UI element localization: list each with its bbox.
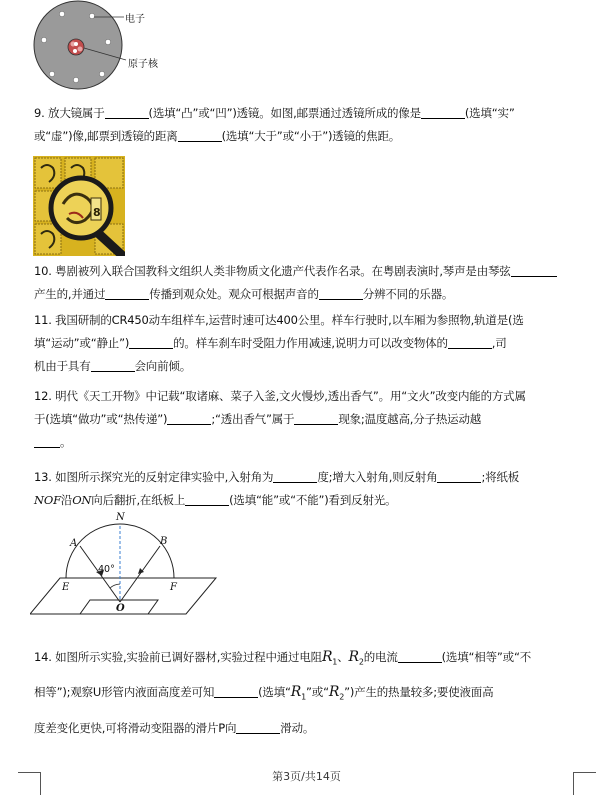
q13-text: 13. 如图所示探究光的反射定律实验中,入射角为	[34, 470, 274, 484]
electron-label: 电子	[125, 14, 145, 25]
r1-symbol: R	[321, 649, 333, 665]
q14-text: 相等”);观察U形管内液面高度差可知	[34, 685, 215, 700]
q10-text: 分辨不同的乐器。	[362, 287, 454, 301]
q11-text: 11. 我国研制的CR450动车组样车,运营时速可达400公里。样车行驶时,以车厢为参照物,轨道是(选	[34, 313, 524, 327]
q9-blank-1[interactable]	[105, 105, 149, 119]
q12-text: 。	[60, 435, 72, 449]
label-F: F	[170, 582, 177, 593]
q13-blank-3[interactable]	[185, 492, 229, 506]
stamp-magnifier-figure	[33, 156, 125, 256]
q14-text: ”)产生的热量较多;要使液面高	[344, 685, 494, 700]
nucleus-label: 原子核	[128, 59, 158, 70]
q9-blank-3[interactable]	[178, 128, 222, 142]
q14-text: 度差变化更快,可将滑动变阻器的滑片P向	[34, 720, 237, 735]
q13-on-label: ON	[72, 493, 92, 507]
q12-text: ;“透出香气”属于	[211, 412, 295, 426]
question-12	[34, 385, 580, 454]
q13-text: 沿	[60, 493, 73, 507]
question-14	[34, 642, 580, 743]
q14-blank-2[interactable]	[214, 684, 258, 698]
q9-text: (选填“实”	[464, 106, 515, 120]
q12-blank-3[interactable]	[34, 434, 60, 448]
q12-text: 现象;温度越高,分子热运动越	[338, 412, 482, 426]
q14-text: (选填“	[258, 685, 291, 700]
q10-blank-2[interactable]	[105, 286, 149, 300]
q10-text: 10. 粤剧被列入联合国教科文组织人类非物质文化遗产代表作名录。在粤剧表演时,琴声是由琴弦	[34, 264, 511, 278]
q13-nof-label: NOF	[34, 493, 61, 507]
atom-diagram	[28, 0, 168, 90]
q9-text: (选填“凸”或“凹”)透镜。如图,邮票通过透镜所成的像是	[148, 106, 421, 120]
r1-symbol: R	[290, 684, 302, 701]
q14-text: 滑动。	[280, 720, 315, 735]
question-10	[34, 260, 580, 306]
page-footer: 第3页/共14页	[272, 770, 341, 783]
q9-text: (选填“大于”或“小于”)透镜的焦距。	[221, 129, 401, 143]
r2-symbol: R	[328, 684, 340, 701]
q10-text: 产生的,并通过	[34, 287, 106, 301]
reflection-figure	[30, 512, 230, 618]
q14-text: 的电流	[363, 650, 398, 664]
q10-text: 传播到观众处。观众可根据声音的	[149, 287, 319, 301]
q14-blank-1[interactable]	[398, 649, 442, 663]
q13-text: (选填“能”或“不能”)看到反射光。	[229, 493, 397, 507]
reflected-ray	[120, 546, 160, 602]
q11-blank-3[interactable]	[91, 358, 135, 372]
q9-blank-2[interactable]	[421, 105, 465, 119]
q11-text: 会向前倾。	[134, 359, 191, 373]
q9-text: 9. 放大镜属于	[34, 106, 105, 120]
q14-text: ”或“	[306, 685, 329, 700]
electron-dot	[41, 37, 46, 42]
q12-blank-2[interactable]	[294, 411, 338, 425]
q11-text: ,司	[491, 336, 507, 350]
label-N: N	[116, 512, 125, 523]
label-O: O	[116, 603, 125, 614]
q9-text: 或“虚”)像,邮票到透镜的距离	[34, 129, 178, 143]
angle-label: 40°	[98, 564, 115, 575]
q12-text: 12. 明代《天工开物》中记载“取诸麻、菜子入釜,文火慢炒,透出香气”。用“文火”改变内能的方式属	[34, 389, 526, 403]
question-11	[34, 309, 580, 378]
q13-blank-1[interactable]	[273, 469, 317, 483]
q13-text: 度;增大入射角,则反射角	[317, 470, 438, 484]
label-E: E	[62, 582, 70, 593]
q11-text: 的。样车刹车时受阻力作用减速,说明力可以改变物体的	[173, 336, 448, 350]
electron-dot	[59, 11, 64, 16]
q13-blank-2[interactable]	[437, 469, 481, 483]
question-9	[34, 102, 580, 148]
q13-text: 向后翻折,在纸板上	[91, 493, 186, 507]
q10-blank-1[interactable]	[511, 263, 557, 277]
reflection-diagram	[30, 518, 230, 618]
q14-text: 14. 如图所示实验,实验前已调好器材,实验过程中通过电阻	[34, 650, 322, 664]
stamp-magnifier-image	[33, 156, 125, 256]
q14-blank-3[interactable]	[236, 720, 280, 734]
electron-dot	[73, 77, 78, 82]
electron-dot	[99, 71, 104, 76]
label-A: A	[70, 538, 78, 549]
angle-arc	[110, 584, 120, 588]
stamp-value-label: 8	[93, 206, 101, 219]
q11-text: 填“运动”或“静止”)	[34, 336, 130, 350]
q11-text: 机由于具有	[34, 359, 91, 373]
q14-text: 、	[337, 650, 349, 664]
nucleus-particle	[73, 49, 77, 53]
q11-blank-2[interactable]	[448, 335, 492, 349]
q12-blank-1[interactable]	[167, 411, 211, 425]
electron-dot	[49, 71, 54, 76]
nucleus-particle	[78, 47, 83, 52]
q10-blank-3[interactable]	[319, 286, 363, 300]
q12-text: 于(选填“做功”或“热传递”)	[34, 412, 168, 426]
q11-blank-1[interactable]	[129, 335, 173, 349]
nucleus-particle	[74, 42, 78, 46]
electron-dot	[89, 13, 94, 18]
r2-symbol: R	[348, 649, 359, 665]
q13-text: ;将纸板	[481, 470, 520, 484]
r2-subscript: 2	[358, 657, 364, 667]
r1-subscript: 1	[332, 657, 338, 667]
question-13	[34, 466, 580, 512]
q14-text: (选填“相等”或“不	[441, 650, 531, 664]
r1-subscript: 1	[301, 692, 307, 702]
atom-figure	[28, 0, 168, 90]
magnifier-lens	[51, 178, 111, 238]
electron-dot	[105, 39, 110, 44]
label-B: B	[160, 536, 168, 547]
r2-subscript: 2	[339, 692, 345, 702]
